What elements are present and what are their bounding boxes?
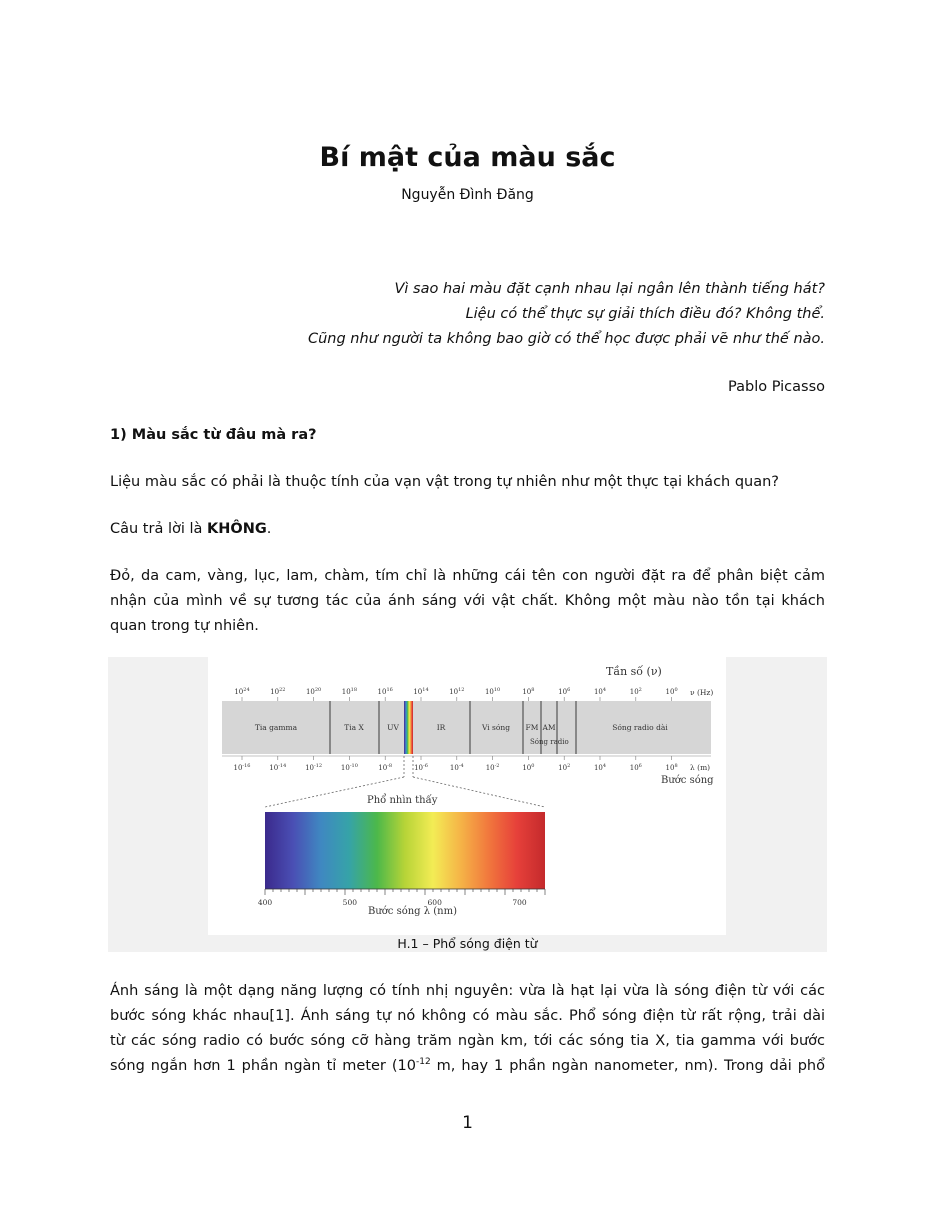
band-label: Vi sóng [481,723,511,732]
frequency-tick-label: $10^2$ [629,687,642,696]
paragraph [110,470,825,495]
document-author: Nguyễn Đình Đăng [401,187,534,203]
paragraph-text: . [266,521,272,537]
paragraph [110,517,825,542]
paragraph-text: Câu trả lời là [110,521,208,537]
spectrum-tick-label: 600 [427,898,442,907]
visible-axis-label: Bước sóng λ (nm) [368,906,458,917]
spectrum-diagram [208,657,726,935]
frequency-tick-label: $10^{14}$ [413,687,429,696]
epigraph-attribution: Pablo Picasso [728,379,825,395]
paragraph-line: Liệu màu sắc có phải là thuộc tính của vạn vật trong tự nhiên như một thực tại khách quan? [110,474,780,490]
paragraph [110,979,825,1079]
paragraph-line: quan trong tự nhiên. [110,618,259,634]
wavelength-tick-label: $10^{-2}$ [485,763,500,772]
section-heading: 1) Màu sắc từ đâu mà ra? [110,427,317,443]
paragraph [110,564,825,639]
wavelength-tick-label: $10^{-6}$ [414,763,428,772]
wavelength-unit: λ (m) [690,763,711,772]
band-label: Tia gamma [254,723,298,732]
frequency-tick-label: $10^{12}$ [449,687,465,696]
figure-panel [208,657,726,935]
emphasis-text: KHÔNG [207,521,267,537]
visible-spectrum [265,812,545,889]
epigraph-line: Liệu có thể thực sự giải thích điều đó? Không thể. [465,306,825,322]
frequency-tick-label: $10^{20}$ [305,687,322,696]
band-label: AM [542,723,556,732]
document-title: Bí mật của màu sắc [319,142,616,173]
frequency-tick-label: $10^6$ [558,687,571,696]
wavelength-tick-label: $10^{-12}$ [305,763,323,772]
wavelength-tick-label: $10^2$ [558,763,571,772]
spectrum-tick-label: 400 [257,898,273,907]
paragraph-line: Đỏ, da cam, vàng, lục, lam, chàm, tím chỉ là những cái tên con người đặt ra để phân biệt cảm [110,568,825,584]
wavelength-tick-label: $10^{-10}$ [340,763,358,772]
frequency-tick-label: $10^{10}$ [484,687,501,696]
wavelength-tick-label: $10^0$ [522,763,535,772]
paragraph-line [110,1054,825,1079]
band-label: IR [436,723,446,732]
frequency-tick-label: $10^8$ [522,687,535,696]
spectrum-tick-label: 700 [512,898,527,907]
wavelength-tick-label: $10^{-14}$ [269,763,287,772]
spectrum-tick-label: 500 [342,898,358,907]
page-number: 1 [462,1113,473,1133]
radio-label: Sóng radio [530,738,569,746]
wavelength-tick-label: $10^{-4}$ [449,763,464,772]
superscript: -12 [415,1057,431,1068]
frequency-tick-label: $10^0$ [665,687,678,696]
band-label: Sóng radio dài [612,723,668,732]
paragraph-line: Ánh sáng là một dạng năng lượng có tính nhị nguyên: vừa là hạt lại vừa là sóng điện từ với các [110,983,825,999]
figure-caption: H.1 – Phổ sóng điện từ [397,936,538,951]
frequency-tick-label: $10^4$ [593,687,607,696]
wavelength-tick-label: $10^4$ [593,763,607,772]
paragraph-line: từ các sóng radio có bước sóng cỡ hàng trăm ngàn km, tới các sóng tia X, tia gamma với bước [110,1033,825,1049]
paragraph-text: sóng ngắn hơn 1 phần ngàn tỉ meter (10 [110,1058,416,1074]
frequency-tick-label: $10^{22}$ [270,687,286,696]
wavelength-tick-label: $10^8$ [665,763,678,772]
frequency-tick-label: $10^{24}$ [234,687,250,696]
frequency-tick-label: $10^{18}$ [341,687,358,696]
wavelength-tick-label: $10^6$ [629,763,642,772]
epigraph-line: Cũng như người ta không bao giờ có thể học được phải vẽ như thế nào. [307,331,825,347]
band-label: Tia X [344,723,364,732]
wavelength-tick-label: $10^{-8}$ [378,763,393,772]
frequency-title: Tần số (ν) [606,665,662,678]
visible-spectrum-title: Phổ nhìn thấy [367,795,438,806]
wavelength-title: Bước sóng [661,775,714,786]
visible-strip [404,701,413,754]
frequency-unit: ν (Hz) [690,688,714,697]
frequency-tick-label: $10^{16}$ [377,687,393,696]
band-label: FM [525,723,539,732]
paragraph-text: m, hay 1 phần ngàn nanometer, nm). Trong dải phổ [430,1058,825,1074]
epigraph-line: Vì sao hai màu đặt cạnh nhau lại ngân lên thành tiếng hát? [394,281,825,297]
wavelength-tick-label: $10^{-16}$ [233,763,251,772]
paragraph-line: nhận của mình về sự tương tác của ánh sáng với vật chất. Không một màu nào tồn tại khách [110,593,825,609]
band-label: UV [387,723,399,732]
paragraph-line: bước sóng khác nhau[1]. Ánh sáng tự nó không có màu sắc. Phổ sóng điện từ rất rộng, trải dài [110,1008,825,1024]
